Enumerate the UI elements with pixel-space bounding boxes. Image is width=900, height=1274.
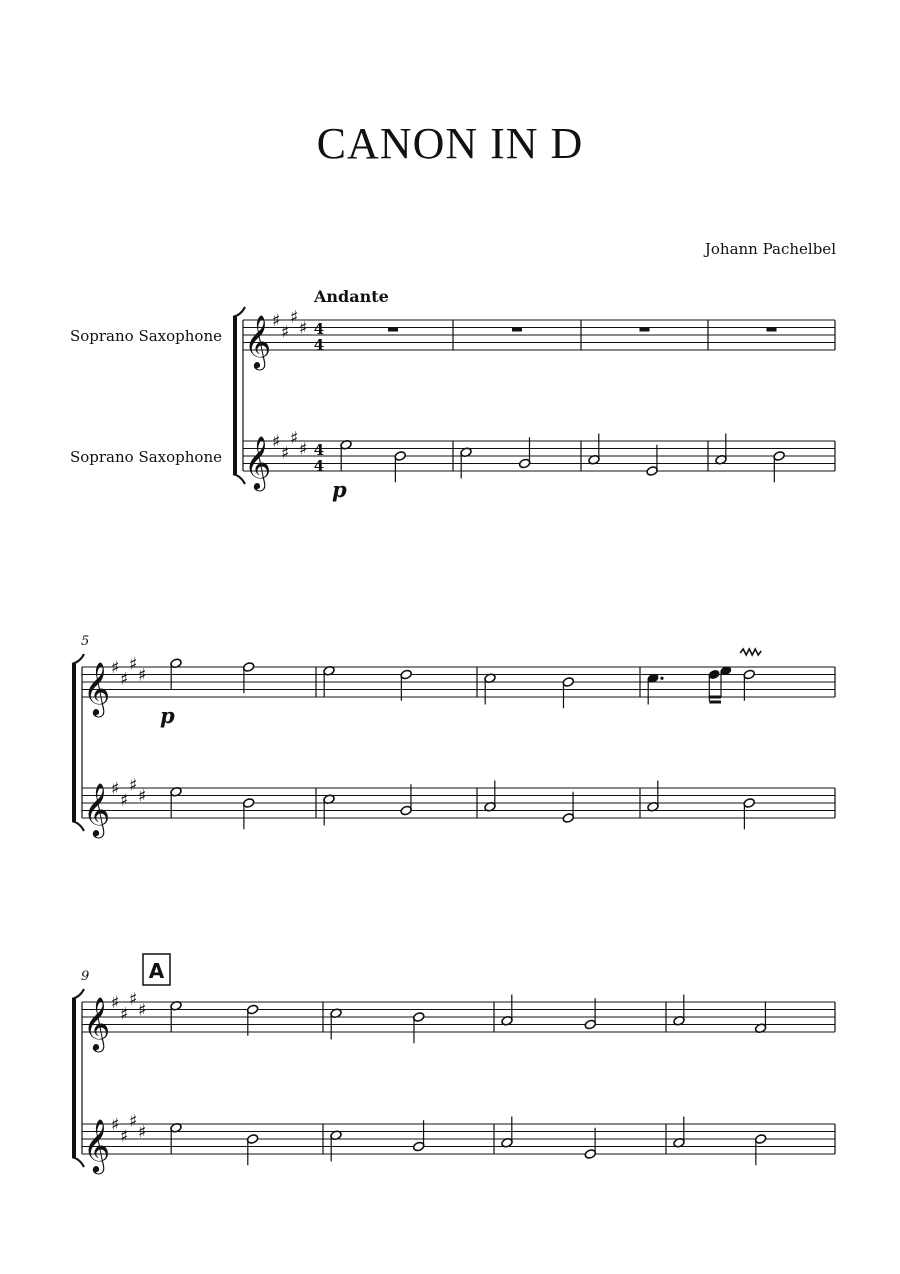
mordent-ornament-icon — [740, 649, 761, 655]
key-signature-sharp: ♯ — [290, 307, 299, 328]
key-signature-sharp: ♯ — [281, 443, 290, 464]
key-signature-sharp: ♯ — [129, 989, 138, 1010]
key-signature-sharp: ♯ — [111, 658, 120, 678]
rehearsal-mark-label: A — [148, 959, 165, 983]
treble-clef-icon: 𝄞 — [83, 1118, 111, 1172]
key-signature-sharp: ♯ — [120, 1126, 129, 1147]
key-signature-sharp: ♯ — [272, 432, 281, 452]
key-signature-sharp: ♯ — [120, 669, 129, 690]
key-signature-sharp: ♯ — [129, 1111, 138, 1132]
time-signature-denominator: 4 — [313, 457, 325, 475]
time-signature-numerator: 4 — [313, 441, 325, 459]
treble-clef-icon: 𝄞 — [244, 435, 272, 489]
measure-number: 5 — [81, 634, 90, 649]
key-signature-sharp: ♯ — [138, 1000, 147, 1021]
key-signature-sharp: ♯ — [281, 322, 290, 343]
score-title: CANON IN D — [316, 119, 584, 168]
key-signature-sharp: ♯ — [138, 665, 147, 686]
key-signature-sharp: ♯ — [299, 439, 308, 460]
part-name-1: Soprano Saxophone — [69, 327, 222, 345]
key-signature-sharp: ♯ — [138, 1122, 147, 1143]
system-bracket — [233, 317, 237, 474]
dynamic-marking: p — [332, 477, 347, 502]
dynamic-marking: p — [160, 703, 175, 728]
key-signature-sharp: ♯ — [272, 311, 281, 331]
key-signature-sharp: ♯ — [111, 1115, 120, 1135]
system-bracket — [72, 664, 76, 821]
key-signature-sharp: ♯ — [129, 775, 138, 796]
whole-rest — [640, 328, 650, 332]
key-signature-sharp: ♯ — [120, 790, 129, 811]
key-signature-sharp: ♯ — [111, 779, 120, 799]
key-signature-sharp: ♯ — [111, 993, 120, 1013]
treble-clef-icon: 𝄞 — [83, 996, 111, 1050]
tempo-marking: Andante — [314, 287, 389, 306]
key-signature-sharp: ♯ — [290, 428, 299, 449]
time-signature-numerator: 4 — [313, 320, 325, 338]
key-signature-sharp: ♯ — [138, 786, 147, 807]
measure-number: 9 — [81, 969, 90, 984]
treble-clef-icon: 𝄞 — [83, 782, 111, 836]
part-name-2: Soprano Saxophone — [69, 448, 222, 466]
treble-clef-icon: 𝄞 — [83, 661, 111, 715]
whole-rest — [388, 328, 398, 332]
whole-rest — [512, 328, 522, 332]
key-signature-sharp: ♯ — [129, 654, 138, 675]
time-signature-denominator: 4 — [313, 336, 325, 354]
treble-clef-icon: 𝄞 — [244, 314, 272, 368]
system-bracket — [72, 999, 76, 1157]
augmentation-dot — [660, 677, 663, 680]
whole-rest — [767, 328, 777, 332]
composer-name: Johann Pachelbel — [704, 240, 836, 258]
key-signature-sharp: ♯ — [120, 1004, 129, 1025]
key-signature-sharp: ♯ — [299, 318, 308, 339]
